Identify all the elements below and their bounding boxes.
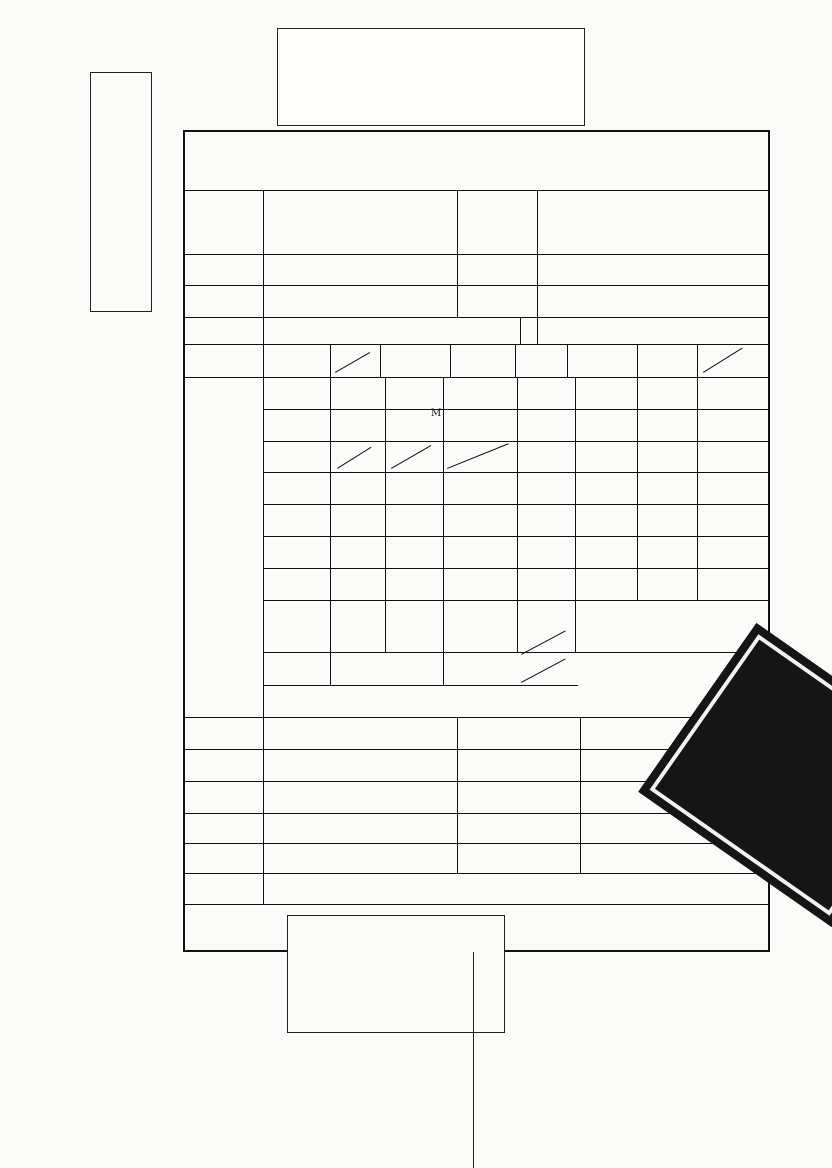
permit-stub-form	[183, 130, 770, 952]
notice-slip	[277, 28, 585, 126]
unit-m: M	[431, 408, 442, 419]
side-label-box	[90, 72, 152, 312]
fold-line	[473, 952, 474, 1168]
